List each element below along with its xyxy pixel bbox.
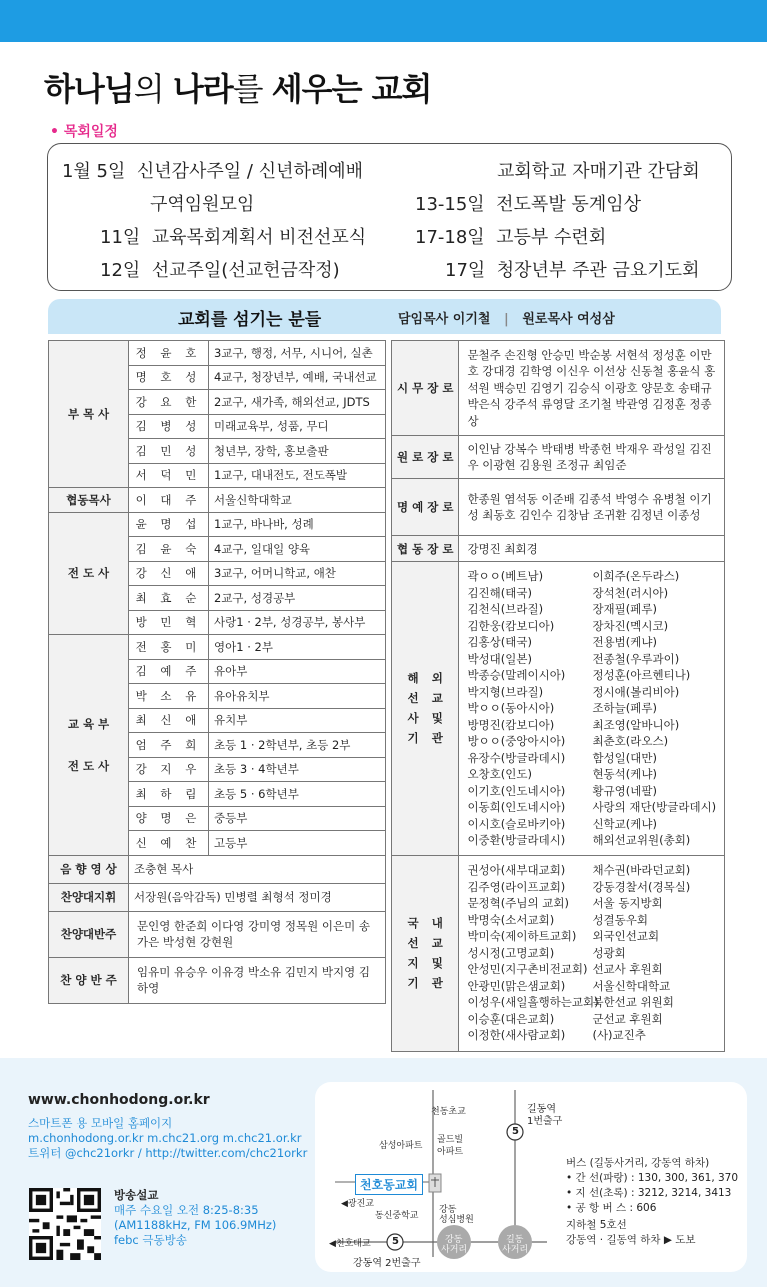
elders-table — [391, 340, 725, 1052]
list-item: 오창호(인도) — [467, 767, 532, 781]
staff-duty: 1교구, 바나바, 성례 — [209, 512, 386, 537]
category-label: 시 무 장 로 — [392, 341, 459, 436]
schedule-item: 교회학교 자매기관 간담회 — [497, 161, 700, 182]
list-item: 성시정(고명교회) — [467, 945, 555, 960]
category-label: 협 동 장 로 — [392, 536, 459, 562]
map-label: 동신중학교 — [375, 1211, 419, 1221]
staff-duty: 청년부, 장학, 홍보출판 — [209, 439, 386, 464]
staff-duty: 2교구, 성경공부 — [209, 586, 386, 611]
staff-name: 엄 주 희 — [129, 733, 209, 758]
schedule-item: 구역임원모임 — [150, 194, 255, 215]
list-item: 박성대(일본) — [467, 651, 532, 666]
list-item: 김진해(태국) — [467, 585, 532, 600]
twitter-link[interactable]: 트위터 @chc21orkr / http://twitter.com/chc21orkr — [28, 1146, 308, 1160]
staff-name: 최 하 림 — [129, 782, 209, 807]
list-item: 정성훈(아르헨티나) — [592, 668, 691, 682]
top-banner — [0, 0, 767, 42]
staff-name: 양 명 은 — [129, 806, 209, 831]
list-item: 이시호(슬로바키아) — [467, 816, 566, 831]
list-item: 문정혁(주님의 교회) — [467, 896, 569, 911]
list-item: 김홍상(태국) — [467, 635, 532, 649]
schedule-item: 17일 청장년부 주관 금요기도회 — [445, 260, 700, 281]
schedule-item: 11일 교육목회계획서 비전선포식 — [100, 227, 367, 248]
list-item: 박지형(브라질) — [467, 684, 544, 699]
staff-table — [48, 340, 386, 1004]
map-label: ◀광진교 — [341, 1199, 375, 1209]
map-label: 길동 — [506, 1235, 524, 1245]
staff-duty: 유치부 — [209, 708, 386, 733]
staff-name: 김 민 성 — [129, 439, 209, 464]
list-item: 방ㅇㅇ(중앙아시아) — [467, 734, 566, 748]
broadcast-info: 방송설교 매주 수요일 오전 8:25-8:35 (AM1188kHz, FM 106.9MHz) febc 극동방송 — [114, 1188, 277, 1247]
schedule-item: 12일 선교주일(선교헌금작정) — [100, 260, 340, 281]
list-item: 이정한(새사람교회) — [467, 1028, 566, 1043]
transit-info: 버스 (길동사거리, 강동역 하차) • 간 선(파랑) : 130, 300, 361, 370 • 지 선(초록) : 3212, 3214, 3413 • 공 항 버 스 : 606 지하철 5호선 강동역 · 길동역 하차 ▶ 도보 — [566, 1157, 739, 1246]
category-label: 부 목 사 — [49, 341, 129, 488]
list-item: 이중환(방글라데시) — [467, 833, 566, 847]
staff-duty: 임유미 유승우 이유경 박소유 김민지 박지영 김하영 — [129, 957, 386, 1003]
list-item: 사랑의 재단(방글라데시) — [592, 800, 717, 814]
staff-duty: 3교구, 행정, 서무, 시니어, 실촌 — [209, 341, 386, 366]
staff-name: 최 신 애 — [129, 708, 209, 733]
domestic-list — [459, 855, 725, 1051]
list-item: 이기호(인도네시아) — [467, 783, 566, 798]
staff-duty: 서장원(음악감독) 민병렬 최형석 정미경 — [129, 883, 386, 911]
category-label: 교 육 부 전 도 사 — [49, 635, 129, 856]
staff-name: 윤 명 섭 — [129, 512, 209, 537]
schedule-item: 1월 5일 신년감사주일 / 신년하례예배 — [62, 161, 364, 182]
list-item: 군선교 후원회 — [592, 1011, 663, 1026]
map-exit-badge: 5 — [392, 1236, 399, 1247]
staff-duty: 중등부 — [209, 806, 386, 831]
list-item: 장재필(페루) — [592, 602, 657, 616]
staff-name: 신 예 찬 — [129, 831, 209, 856]
staff-name: 명 호 성 — [129, 365, 209, 390]
map-label: 길동역 — [527, 1104, 556, 1115]
list-item: 북한선교 위원회 — [592, 995, 674, 1010]
map-label: 골드빌 — [437, 1135, 464, 1145]
list-item: 이동희(인도네시아) — [467, 800, 566, 814]
list-item: 황규영(네팔) — [592, 783, 657, 798]
list-item: 박명숙(소서교회) — [467, 912, 555, 927]
list-item: 성결동우회 — [592, 912, 648, 927]
website-link[interactable]: www.chonhodong.or.kr — [28, 1092, 210, 1108]
list-item: 성광회 — [592, 945, 626, 960]
staff-duty: 2교구, 새가족, 해외선교, JDTS — [209, 390, 386, 415]
staff-name: 강 신 애 — [129, 561, 209, 586]
map-label: 사거리 — [441, 1245, 468, 1255]
map-label: 성심병원 — [439, 1215, 474, 1225]
list-item: 현동석(케냐) — [592, 767, 657, 781]
list-item: 조하늘(페루) — [592, 701, 657, 715]
staff-duty: 초등 3 · 4학년부 — [209, 757, 386, 782]
servants-header — [48, 299, 721, 334]
staff-duty: 영아1 · 2부 — [209, 635, 386, 660]
staff-name: 강 지 우 — [129, 757, 209, 782]
staff-duty: 서울신학대학교 — [209, 488, 386, 513]
staff-duty: 유아유치부 — [209, 684, 386, 709]
staff-duty: 1교구, 대내전도, 전도폭발 — [209, 463, 386, 488]
category-label: 찬 양 반 주 — [49, 957, 129, 1003]
list-item: 함성일(대만) — [592, 750, 657, 765]
staff-name: 이 대 주 — [129, 488, 209, 513]
elder-list: 문철주 손진형 안승민 박순봉 서현석 정성훈 이만호 강대경 김학영 이신우 이선상 신동철 홍윤식 홍석원 백승민 김영기 김승식 이광호 양문호 송태규 박은식 강주석 류영달 조기철 박관영 김정훈 정종상 — [459, 341, 725, 436]
list-item: 채수권(바라던교회) — [592, 863, 691, 878]
map-label: 천동초교 — [431, 1107, 466, 1117]
list-item: 최조영(알바니아) — [592, 717, 680, 732]
staff-name: 박 소 유 — [129, 684, 209, 709]
staff-duty: 사랑1 · 2부, 성경공부, 봉사부 — [209, 610, 386, 635]
schedule-item: 13-15일 전도폭발 동계임상 — [415, 194, 641, 215]
pastor-line: 담임목사 이기철 | 원로목사 여성삼 — [398, 312, 615, 327]
map-label: 삼성아파트 — [379, 1141, 423, 1151]
category-label: 찬양대반주 — [49, 911, 129, 957]
list-item: 안성민(지구촌비전교회) — [467, 962, 588, 977]
list-item: 외국인선교회 — [592, 929, 660, 944]
map-label: ◀천호대교 — [329, 1239, 371, 1249]
list-item: 방명진(캄보디아) — [467, 717, 555, 732]
staff-duty: 문인영 한준희 이다영 강미영 정목원 이은미 송가은 박성현 강현원 — [129, 911, 386, 957]
list-item: (사)교진추 — [592, 1028, 646, 1043]
category-label: 국 내 선 교 지 및 기 관 — [392, 855, 459, 1051]
staff-duty: 미래교육부, 성품, 무디 — [209, 414, 386, 439]
list-item: 이희주(온두라스) — [592, 569, 680, 583]
list-item: 장차진(멕시코) — [592, 618, 669, 633]
elder-list: 강명진 최회경 — [459, 536, 725, 562]
overseas-list — [459, 562, 725, 856]
list-item: 최춘호(라오스) — [592, 734, 669, 748]
mobile-links[interactable]: m.chonhodong.or.kr m.chc21.org m.chc21.or.kr — [28, 1131, 302, 1145]
staff-name: 서 덕 민 — [129, 463, 209, 488]
staff-name: 김 병 성 — [129, 414, 209, 439]
list-item: 유장수(방글라데시) — [467, 750, 566, 765]
qr-code[interactable] — [29, 1188, 101, 1260]
map-label: 강동 — [445, 1235, 463, 1245]
list-item: 박ㅇㅇ(동아시아) — [467, 701, 555, 715]
category-label: 음 향 영 상 — [49, 855, 129, 883]
list-item: 서울 동지방회 — [592, 896, 663, 911]
staff-duty: 초등 5 · 6학년부 — [209, 782, 386, 807]
list-item: 곽ㅇㅇ(베트남) — [467, 569, 544, 583]
map-exit-badge: 5 — [512, 1126, 519, 1137]
staff-duty: 초등 1 · 2학년부, 초등 2부 — [209, 733, 386, 758]
elder-list: 한종원 염석동 이준배 김종석 박영수 유병철 이기성 최동호 김인수 김창남 조귀환 김정년 이종성 — [459, 479, 725, 536]
list-item: 박종승(말레이시아) — [467, 668, 566, 682]
staff-name: 강 요 한 — [129, 390, 209, 415]
staff-duty: 4교구, 일대일 양육 — [209, 537, 386, 562]
staff-duty: 조충현 목사 — [129, 855, 386, 883]
list-item: 신학교(케냐) — [592, 816, 657, 831]
servants-title: 교회를 섬기는 분들 — [178, 310, 322, 330]
list-item: 장석천(러시아) — [592, 585, 669, 600]
list-item: 박미숙(제이하트교회) — [467, 929, 577, 944]
list-item: 서울신학대학교 — [592, 978, 671, 993]
list-item: 선교사 후원회 — [592, 962, 663, 977]
staff-duty: 유아부 — [209, 659, 386, 684]
list-item: 김천식(브라질) — [467, 602, 544, 616]
map-church-label: 천호동교회 — [355, 1174, 423, 1195]
list-item: 이성우(새일흘행하는교회) — [467, 995, 599, 1010]
page-title: 하나님의 나라를 세우는 교회 — [44, 70, 432, 108]
list-item: 해외선교위원(총회) — [592, 833, 691, 847]
list-item: 권성아(새부대교회) — [467, 863, 566, 878]
category-label: 원 로 장 로 — [392, 436, 459, 479]
list-item: 안광민(맑은샘교회) — [467, 978, 566, 993]
staff-name: 김 예 주 — [129, 659, 209, 684]
map-label: 1번출구 — [527, 1116, 563, 1127]
staff-duty: 고등부 — [209, 831, 386, 856]
list-item: 전용범(케냐) — [592, 635, 657, 649]
elder-list: 이인남 강복수 박태병 박종헌 박재우 곽성일 김진우 이광현 김용원 조정규 최임준 — [459, 436, 725, 479]
map-label: 강동 — [439, 1205, 457, 1215]
category-label: 명 예 장 로 — [392, 479, 459, 536]
list-item: 이승훈(대은교회) — [467, 1011, 555, 1026]
list-item: 강동경찰서(경목실) — [592, 879, 691, 894]
mobile-info: 스마트폰 용 모바일 홈페이지 m.chonhodong.or.kr m.chc21.org m.chc21.or.kr 트위터 @chc21orkr / http://twitter.com/chc21orkr — [28, 1116, 308, 1160]
category-label: 전 도 사 — [49, 512, 129, 635]
schedule-label: • 목회일정 — [50, 124, 118, 140]
list-item: 김주영(라이프교회) — [467, 879, 566, 894]
staff-name: 전 홍 미 — [129, 635, 209, 660]
list-item: 김한웅(캄보디아) — [467, 618, 555, 633]
category-label: 해 외 선 교 사 및 기 관 — [392, 562, 459, 856]
category-label: 협동목사 — [49, 488, 129, 513]
category-label: 찬양대지휘 — [49, 883, 129, 911]
staff-name: 최 효 순 — [129, 586, 209, 611]
list-item: 전종철(우루과이) — [592, 651, 680, 666]
staff-name: 정 윤 호 — [129, 341, 209, 366]
list-item: 정시애(볼리비아) — [592, 684, 680, 699]
map-label: 강동역 2번출구 — [353, 1258, 421, 1269]
map-label: 아파트 — [437, 1147, 464, 1157]
staff-duty: 3교구, 어머니학교, 애찬 — [209, 561, 386, 586]
staff-name: 김 윤 숙 — [129, 537, 209, 562]
map-label: 사거리 — [502, 1245, 529, 1255]
schedule-item: 17-18일 고등부 수련회 — [415, 227, 607, 248]
staff-name: 방 민 혁 — [129, 610, 209, 635]
staff-duty: 4교구, 청장년부, 예배, 국내선교 — [209, 365, 386, 390]
